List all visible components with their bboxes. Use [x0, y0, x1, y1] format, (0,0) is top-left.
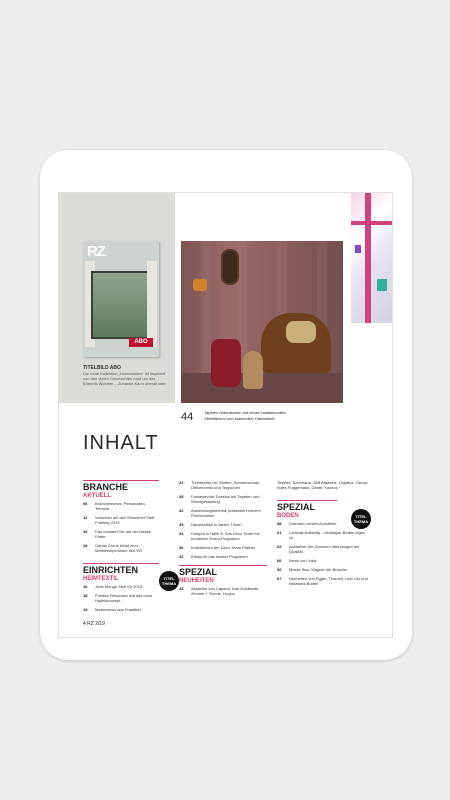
toc-entry[interactable]: 67 Neuheiten von Egger, Thomsit, Uzin Utz und Netzwerk Boden — [277, 576, 368, 586]
section-heading-branche: BRANCHE — [83, 480, 159, 492]
page-title: INHALT — [83, 432, 159, 454]
toc-entry[interactable]: 16 Jede Menge Stoff für 2019 — [83, 584, 143, 589]
toc-entry[interactable]: 18 Positive Resonanz auf das neue Hallenkonzept — [83, 593, 153, 603]
photo-caption: Tapeten überraschen mit neuen fantasievollen Oberflächen und kunstvoller Handarbeit. — [204, 410, 286, 421]
toc-entry[interactable]: 34 Hotspot in Halle 8: Das Deco Team mit kreativem Event-Programm — [179, 531, 260, 541]
subheading-boden: BODEN — [277, 513, 299, 519]
toc-entry[interactable]: 18 Carola Crone blickt zum Meisterstipendium des VÖ — [83, 543, 142, 553]
toc-entry[interactable]: 61 Laminat-Kollaufig – Multilayer-Böden legen zu — [277, 530, 366, 540]
toc-entry[interactable]: 62 Aussteller der Domotex überzeugen mit Qualität — [277, 544, 360, 554]
toc-column-left — [83, 480, 159, 616]
cover-thumbnail[interactable] — [83, 241, 159, 357]
titelthema-badge: TITEL THEMA — [159, 571, 179, 591]
toc-entry[interactable]: 42 Erfolg für das Insider Programm — [179, 554, 248, 559]
section-heading-einrichten: EINRICHTEN — [83, 563, 159, 575]
toc-entry[interactable]: 66 Messe Bau: Magnet der Branche — [277, 567, 348, 572]
toc-column-right — [277, 480, 369, 590]
toc-entry[interactable]: 43 Aktuelles von Caparol, Ado Goldkante, Zimmer + Rohde, Hoyba — [179, 586, 260, 596]
cover-caption-text: Die neue Kollektion „Homestories“ ist inspiriert von den vielen Geschichten rund um das Erlebnis Wohnen – Zuhause.Kann überall sein. — [83, 371, 167, 386]
toc-entry[interactable]: 28 Fantasievolle Dessins bei Tapeten und Wandgestaltung — [179, 494, 260, 504]
toc-entry[interactable]: 36 Kollektionen der Deco Team Partner — [179, 545, 256, 550]
toc-entry-continued[interactable]: Textiles, Sonnhaus, JAB Anstoetz, Drapilux, Gecos, Indes Fuggerhaus, Dante, Kadeco — [277, 480, 369, 490]
toc-entry[interactable]: 66 News von Joka — [277, 558, 317, 563]
toc-entry[interactable]: 16 Das erwartet Sie auf der Messe Farbe — [83, 529, 152, 539]
section-heading-spezial-boden: SPEZIAL — [277, 500, 337, 512]
toc-entry[interactable]: 32 Anwendungstechnik präsentiert clevere Problemlöser — [179, 508, 261, 518]
cover-caption-title: TITELBILD ABO — [83, 365, 121, 371]
subheading-heimtextil: HEIMTEXTIL — [83, 576, 119, 582]
titelthema-badge: TITEL THEMA — [351, 509, 371, 529]
magazine-logo: RZ — [87, 243, 105, 260]
photo-page-number: 44 — [181, 411, 194, 423]
abo-badge: ABO — [129, 338, 153, 347]
side-art-image — [351, 193, 392, 323]
subheading-neuheiten: NEUHEITEN — [179, 578, 214, 584]
magazine-page[interactable] — [58, 192, 393, 638]
toc-entry[interactable]: 58 Domotex verliert Aussteller — [277, 521, 337, 526]
subheading-aktuell: AKTUELL — [83, 493, 111, 499]
toc-entry[interactable]: 12 Vorschau auf den Münchner Stoff Frühling 2019 — [83, 515, 155, 525]
page-footer: 4 RZ 2/19 — [83, 621, 105, 627]
section-heading-spezial: SPEZIAL — [179, 565, 267, 577]
wallpaper-photo[interactable] — [181, 241, 343, 403]
toc-entry[interactable]: 19 Messenews aus Frankfurt — [83, 607, 141, 612]
toc-column-middle — [179, 480, 267, 600]
toc-entry[interactable]: 06 Branchennews, Personalien, Termine — [83, 501, 146, 511]
toc-entry[interactable]: 33 Hausteztiles in zarten Tönen — [179, 522, 242, 527]
toc-entry[interactable]: 22 Trendsetter bei Stoffen, Sonnenschutz, Dekotechnik und Teppichen — [179, 480, 261, 490]
cover-window-image — [91, 271, 151, 339]
